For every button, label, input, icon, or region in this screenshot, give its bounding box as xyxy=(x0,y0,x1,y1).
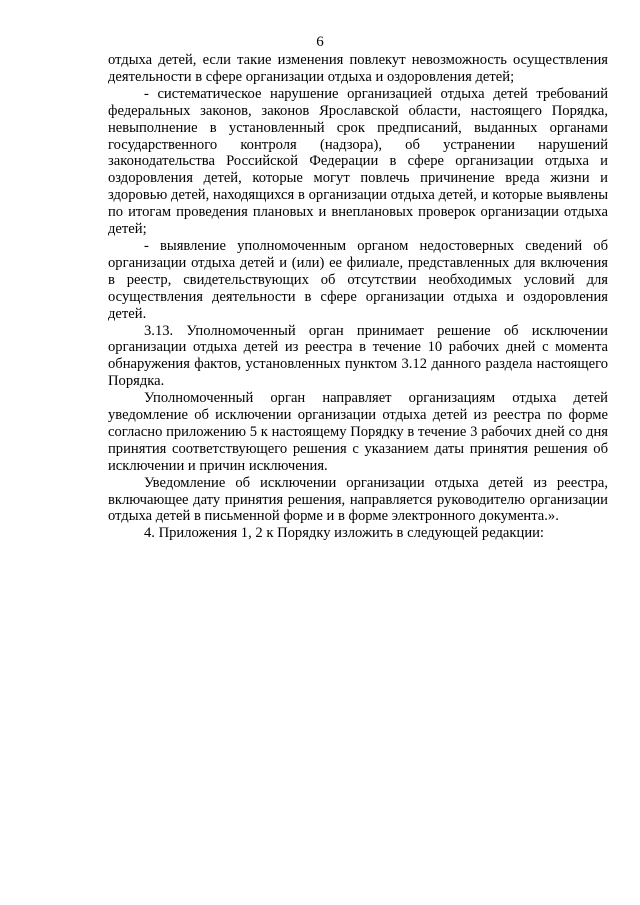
paragraph-3-13: 3.13. Уполномоченный орган принимает решение об исключении организации отдыха детей из реестра в течение 10 рабочих дней с момента обнаружения фактов, установленных пунктом 3.12 данного раздела настоящего Порядка. xyxy=(108,322,608,390)
paragraph-notification-content: Уведомление об исключении организации отдыха детей из реестра, включающее дату принятия решения, направляется руководителю организации отдыха детей в письменной форме и в форме электронного документа.». xyxy=(108,474,608,525)
page-number: 6 xyxy=(316,34,324,50)
paragraph-systematic-violation: - систематическое нарушение организацией отдыха детей требований федеральных законов, законов Ярославской области, настоящего Порядка, невыполнение в установленный срок предписаний, выданных органами государственного контроля (надзора), об устранении нарушений законодательства Российской Федерации в сфере организации отдыха и оздоровления детей, которые могут повлечь причинение вреда жизни и здоровью детей, находящихся в организации отдыха детей, и которые выявлены по итогам проведения плановых и внеплановых проверок организации отдыха детей; xyxy=(108,85,608,238)
paragraph-item-4: 4. Приложения 1, 2 к Порядку изложить в следующей редакции: xyxy=(144,525,544,542)
paragraph-unreliable-info: - выявление уполномоченным органом недостоверных сведений об организации отдыха детей и (или) ее филиале, представленных для включения в реестр, свидетельствующих об отсутствии необходимых условий для осуществления деятельности в сфере организации отдыха и оздоровления детей. xyxy=(108,237,608,322)
paragraph-continuation: отдыха детей, если такие изменения повлекут невозможность осуществления деятельности в сфере организации отдыха и оздоровления детей; xyxy=(108,52,608,85)
paragraph-notification-sent: Уполномоченный орган направляет организациям отдыха детей уведомление об исключении организации отдыха детей из реестра по форме согласно приложению 5 к настоящему Порядку в течение 3 рабочих дней со дня принятия соответствующего решения с указанием даты принятия решения об исключении и причин исключения. xyxy=(108,390,608,474)
document-body xyxy=(108,52,608,542)
